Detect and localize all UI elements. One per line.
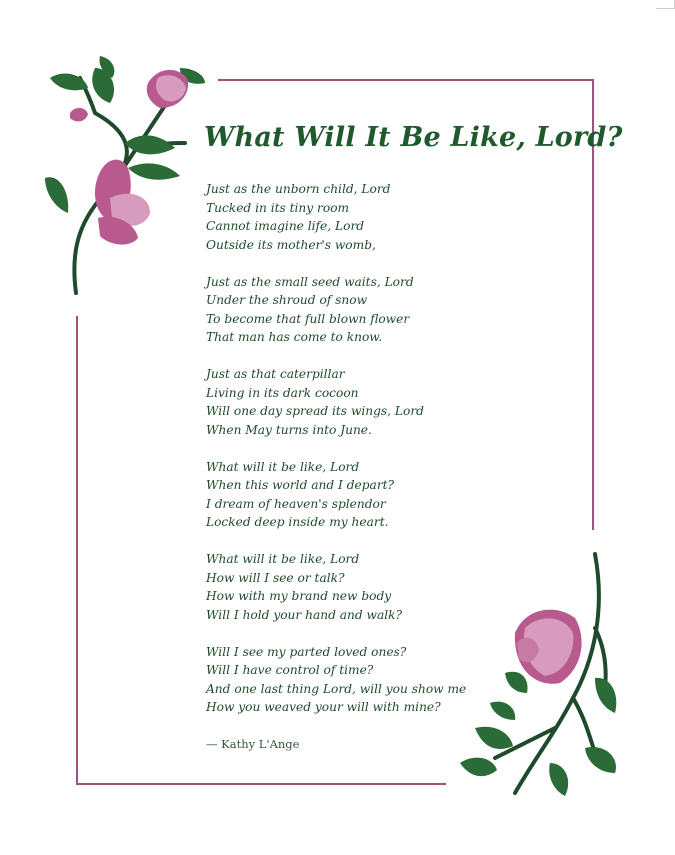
poem-line: When this world and I depart? [206, 478, 395, 492]
poem-line: Will I hold your hand and walk? [206, 607, 403, 622]
stanza [206, 550, 576, 624]
stanza [206, 643, 576, 717]
poem-line: What will it be like, Lord [206, 459, 360, 474]
frame-top-line [218, 79, 594, 81]
poem-line: I dream of heaven's splendor [206, 496, 386, 511]
stanza [206, 273, 576, 347]
poem-line: Cannot imagine life, Lord [206, 219, 365, 233]
poem-line: Under the shroud of snow [206, 293, 368, 307]
poem-line: Will one day spread its wings, Lord [206, 404, 424, 418]
poem-line: To become that full blown flower [206, 311, 410, 326]
poem-line: Will I have control of time? [206, 663, 374, 677]
poem-line: What will it be like, Lord [206, 552, 360, 566]
poem-line: Will I see my parted loved ones? [206, 644, 407, 659]
page-corner-mark [656, 0, 675, 9]
frame-bottom-line [76, 783, 446, 785]
poem-line: Just as the unborn child, Lord [206, 182, 391, 196]
poem-title: What Will It Be Like, Lord? [204, 122, 623, 153]
stanza [206, 365, 576, 439]
stanza [206, 458, 576, 532]
poem-line: How with my brand new body [206, 589, 392, 603]
poem-line: Outside its mother's womb, [206, 237, 376, 252]
stanza [206, 180, 576, 254]
poem-body [206, 180, 576, 754]
poem-line: Living in its dark cocoon [206, 385, 359, 400]
poem-line: How you weaved your will with mine? [206, 700, 441, 714]
poem-line: Just as the small seed waits, Lord [206, 274, 414, 289]
poem-line: Tucked in its tiny room [206, 200, 350, 215]
poem-line: Locked deep inside my heart. [206, 515, 389, 529]
poem-line: Just as that caterpillar [206, 367, 345, 381]
frame-left-line [76, 316, 78, 785]
poem-line: That man has come to know. [206, 330, 383, 344]
poem-line: And one last thing Lord, will you show me [206, 681, 467, 696]
flower-top-left-illustration [40, 48, 220, 300]
poem-line: How will I see or talk? [206, 570, 345, 585]
poem-author: — Kathy L'Ange [206, 737, 300, 751]
poem-line: When May turns into June. [206, 422, 372, 437]
